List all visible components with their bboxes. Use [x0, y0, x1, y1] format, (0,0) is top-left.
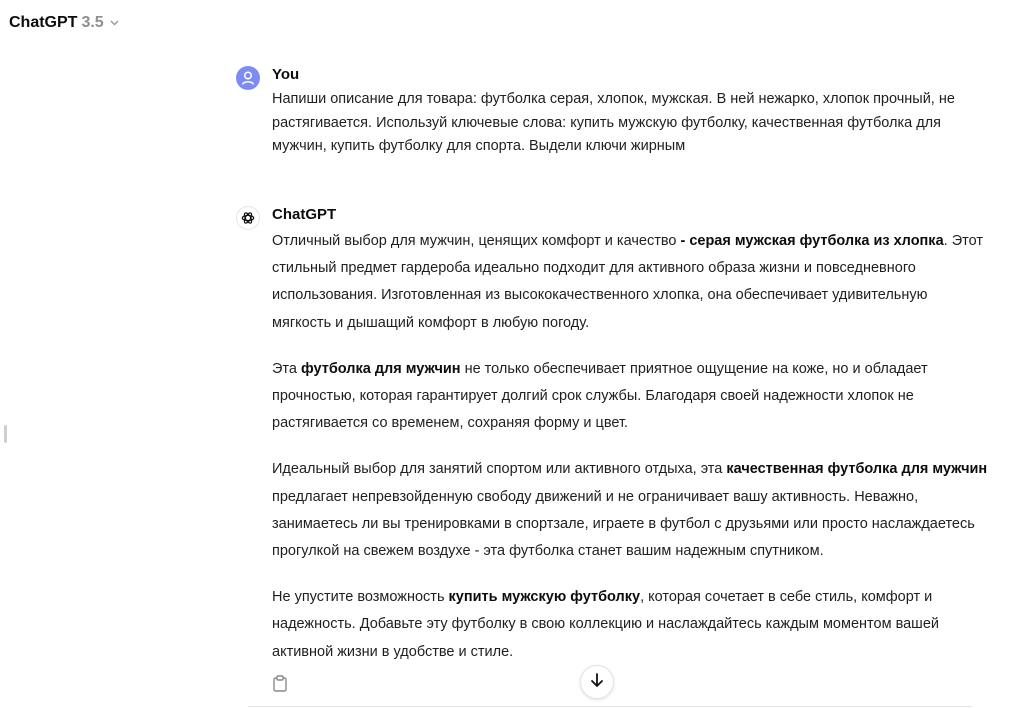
sidebar-toggle-handle[interactable]	[4, 425, 7, 443]
clipboard-icon[interactable]	[272, 675, 288, 693]
keyword-bold: качественная футболка для мужчин	[726, 461, 988, 478]
keyword-bold: купить мужскую футболку	[448, 589, 641, 606]
response-paragraph: Не упустите возможность купить мужскую футболку, которая сочетает в себе стиль, комфорт и надежность. Добавьте эту футболку в свою коллекцию и наслаждайтесь каждым моментом вашей активной жизни в удобстве и стиле.	[272, 589, 939, 660]
user-icon	[236, 66, 260, 90]
user-author-label: You	[272, 66, 300, 83]
model-selector[interactable]	[9, 14, 119, 32]
arrow-down-icon	[590, 672, 604, 693]
scroll-to-bottom-button[interactable]	[580, 665, 614, 699]
user-message-text: Напиши описание для товара: футболка серая, хлопок, мужская. В ней нежарко, хлопок прочный, не растягивается. Используй ключевые слова: купить мужскую футболку, качественная футболка для мужчин, купить футболку для спорта. Выдели ключи жирным	[272, 91, 955, 154]
divider	[248, 706, 972, 707]
response-paragraph: Отличный выбор для мужчин, ценящих комфорт и качество - серая мужская футболка из хлопка. Этот стильный предмет гардероба идеально подходит для активного образа жизни и повседневного использования. Изготовленная из высококачественного хлопка, она обеспечивает удивительную мягкость и дышащий комфорт в любую погоду.	[272, 233, 983, 331]
model-version: 3.5	[81, 14, 104, 31]
response-paragraph: Эта футболка для мужчин не только обеспечивает приятное ощущение на коже, но и обладает прочностью, которая гарантирует долгий срок службы. Благодаря своей надежности хлопок не растягивается со временем, сохраняя форму и цвет.	[272, 360, 928, 432]
model-name: ChatGPT	[9, 14, 78, 31]
assistant-message	[236, 206, 988, 666]
openai-logo-icon	[236, 206, 260, 230]
keyword-bold: - серая мужская футболка из хлопка	[680, 233, 944, 249]
response-paragraph: Идеальный выбор для занятий спортом или активного отдыха, эта качественная футболка для мужчин предлагает непревзойденную свободу движений и не ограничивает вашу активность. Неважно, занимаетесь ли вы тренировками в спортзале, играете в футбол с друзьями или просто наслаждаетесь прогулкой на свежем воздухе - эта футболка станет вашим надежным спутником.	[272, 461, 988, 560]
user-message	[236, 66, 988, 166]
keyword-bold: футболка для мужчин	[301, 360, 461, 377]
assistant-author-label: ChatGPT	[272, 206, 337, 223]
chevron-down-icon	[110, 17, 119, 29]
assistant-message-body	[272, 228, 988, 685]
